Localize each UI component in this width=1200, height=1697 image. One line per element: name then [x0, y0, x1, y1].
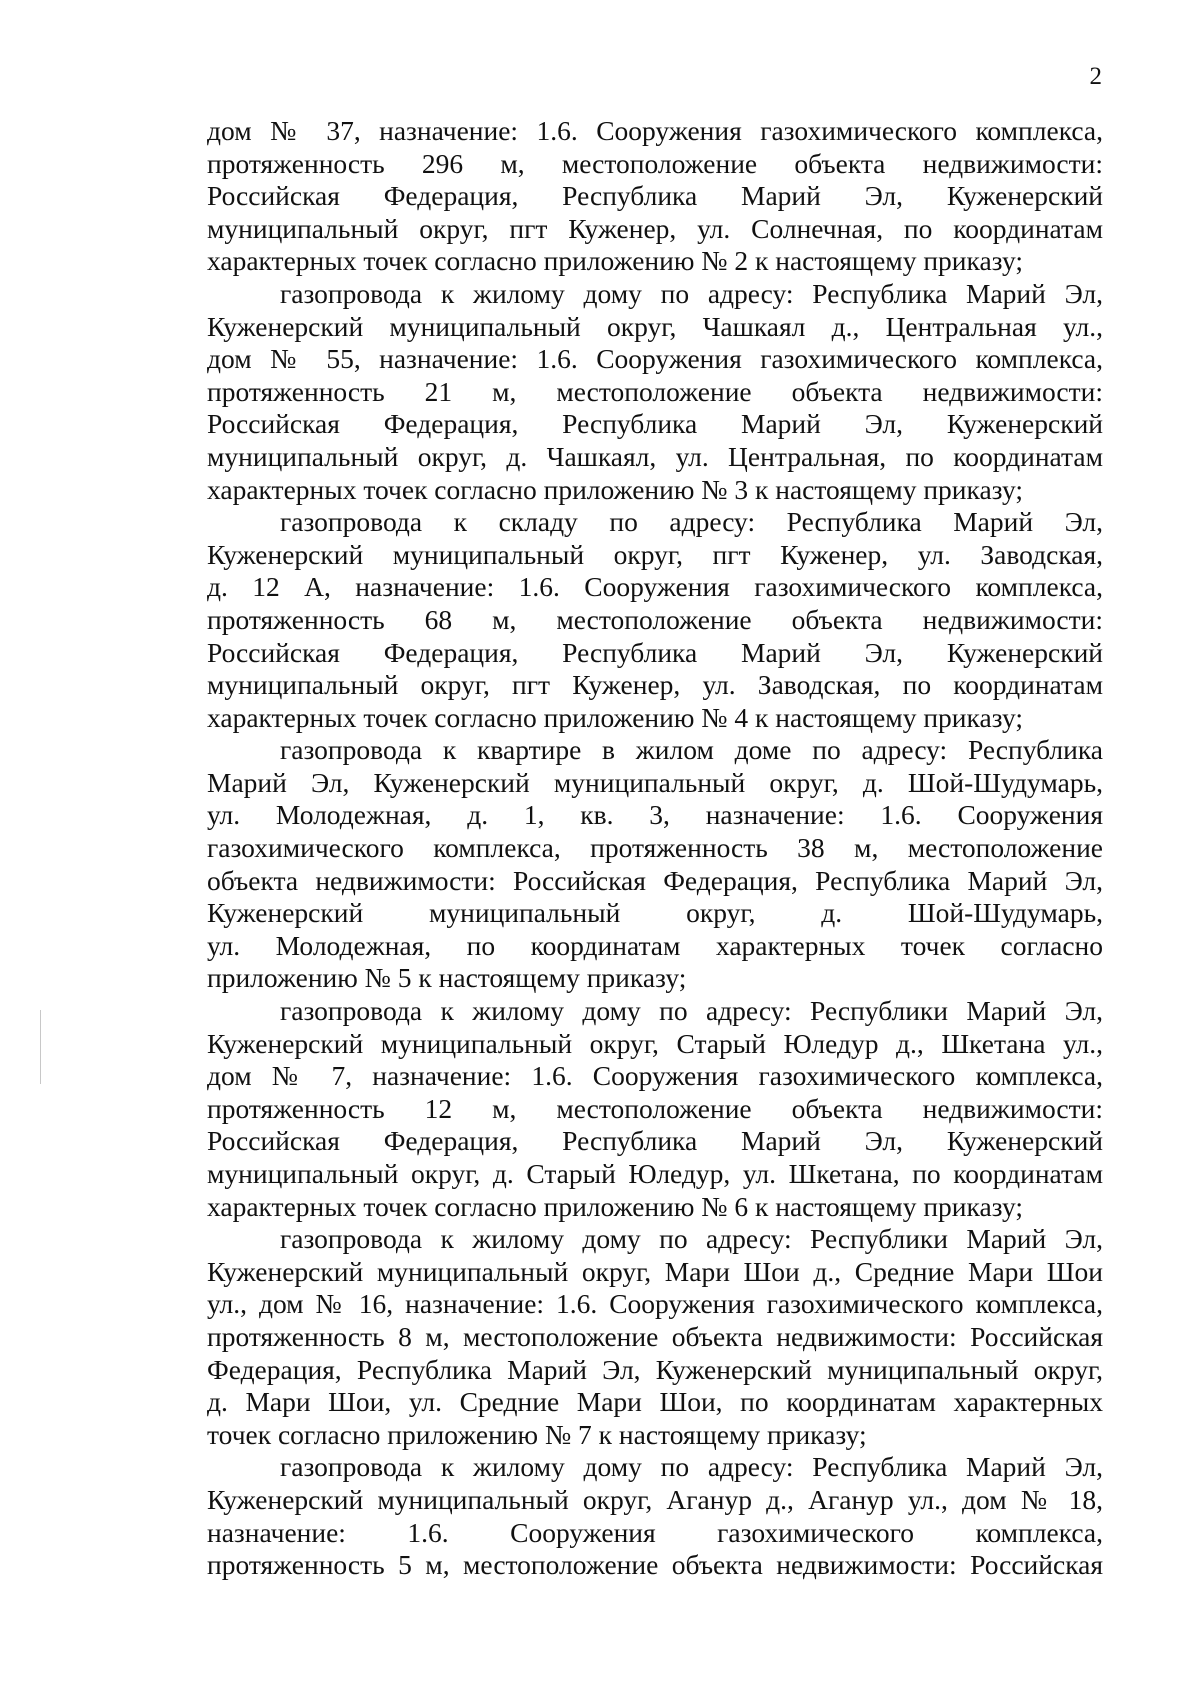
paragraph	[207, 115, 1103, 278]
text-line: газопровода к квартире в жилом доме по адресу: Республика	[280, 734, 1103, 766]
text-line: характерных точек согласно приложению № 3 к настоящему приказу;	[207, 473, 1023, 505]
text-line: Российская Федерация, Республика Марий Эл, Куженерский	[207, 408, 1103, 440]
text-line: назначение: 1.6. Сооружения газохимического комплекса,	[207, 1516, 1103, 1548]
text-line: протяженность 296 м, местоположение объекта недвижимости:	[207, 147, 1103, 179]
text-line: Куженерский муниципальный округ, Чашкаял д., Центральная ул.,	[207, 310, 1103, 342]
text-line: характерных точек согласно приложению № 4 к настоящему приказу;	[207, 701, 1023, 733]
text-line: Марий Эл, Куженерский муниципальный округ, д. Шой-Шудумарь,	[207, 766, 1103, 798]
text-line: газопровода к складу по адресу: Республика Марий Эл,	[280, 506, 1103, 538]
text-line: Куженерский муниципальный округ, пгт Куженер, ул. Заводская,	[207, 538, 1103, 570]
text-line: Куженерский муниципальный округ, Мари Шои д., Средние Мари Шои	[207, 1255, 1103, 1287]
paragraph	[207, 995, 1103, 1223]
text-line: приложению № 5 к настоящему приказу;	[207, 962, 687, 994]
text-line: дом № 7, назначение: 1.6. Сооружения газохимического комплекса,	[207, 1060, 1103, 1092]
text-line: газопровода к жилому дому по адресу: Республика Марий Эл,	[280, 277, 1103, 309]
text-line: протяженность 5 м, местоположение объекта недвижимости: Российская	[207, 1549, 1103, 1581]
paragraph	[207, 1451, 1103, 1581]
text-line: Федерация, Республика Марий Эл, Куженерский муниципальный округ,	[207, 1353, 1103, 1385]
text-line: Российская Федерация, Республика Марий Эл, Куженерский	[207, 636, 1103, 668]
text-line: д. Мари Шои, ул. Средние Мари Шои, по координатам характерных	[207, 1386, 1103, 1418]
paragraph	[207, 278, 1103, 506]
text-line: газопровода к жилому дому по адресу: Республики Марий Эл,	[280, 1223, 1103, 1255]
text-line: объекта недвижимости: Российская Федерация, Республика Марий Эл,	[207, 864, 1103, 896]
text-line: газопровода к жилому дому по адресу: Республики Марий Эл,	[280, 995, 1103, 1027]
document-body	[207, 115, 1103, 1582]
text-line: ул., дом № 16, назначение: 1.6. Сооружения газохимического комплекса,	[207, 1288, 1103, 1320]
text-line: протяженность 68 м, местоположение объекта недвижимости:	[207, 603, 1103, 635]
paragraph	[207, 506, 1103, 734]
text-line: газопровода к жилому дому по адресу: Республика Марий Эл,	[280, 1451, 1103, 1483]
text-line: дом № 55, назначение: 1.6. Сооружения газохимического комплекса,	[207, 343, 1103, 375]
text-line: протяженность 8 м, местоположение объекта недвижимости: Российская	[207, 1320, 1103, 1352]
text-line: ул. Молодежная, д. 1, кв. 3, назначение: 1.6. Сооружения	[207, 799, 1103, 831]
text-line: протяженность 21 м, местоположение объекта недвижимости:	[207, 375, 1103, 407]
scan-margin-mark	[40, 1010, 41, 1084]
text-line: муниципальный округ, д. Чашкаял, ул. Центральная, по координатам	[207, 440, 1103, 472]
text-line: Куженерский муниципальный округ, Аганур д., Аганур ул., дом № 18,	[207, 1483, 1103, 1515]
text-line: муниципальный округ, пгт Куженер, ул. Заводская, по координатам	[207, 669, 1103, 701]
text-line: характерных точек согласно приложению № 2 к настоящему приказу;	[207, 245, 1023, 277]
text-line: Российская Федерация, Республика Марий Эл, Куженерский	[207, 180, 1103, 212]
text-line: Куженерский муниципальный округ, Старый Юледур д., Шкетана ул.,	[207, 1027, 1103, 1059]
text-line: д. 12 А, назначение: 1.6. Сооружения газохимического комплекса,	[207, 571, 1103, 603]
text-line: протяженность 12 м, местоположение объекта недвижимости:	[207, 1092, 1103, 1124]
text-line: газохимического комплекса, протяженность 38 м, местоположение	[207, 832, 1103, 864]
text-line: муниципальный округ, пгт Куженер, ул. Солнечная, по координатам	[207, 212, 1103, 244]
page-number: 2	[1089, 63, 1102, 90]
paragraph	[207, 734, 1103, 995]
paragraph	[207, 1223, 1103, 1451]
text-line: ул. Молодежная, по координатам характерных точек согласно	[207, 929, 1103, 961]
text-line: точек согласно приложению № 7 к настоящему приказу;	[207, 1418, 867, 1450]
text-line: муниципальный округ, д. Старый Юледур, ул. Шкетана, по координатам	[207, 1158, 1103, 1189]
text-line: Российская Федерация, Республика Марий Эл, Куженерский	[207, 1125, 1103, 1157]
text-line: Куженерский муниципальный округ, д. Шой-Шудумарь,	[207, 897, 1103, 929]
text-line: характерных точек согласно приложению № 6 к настоящему приказу;	[207, 1190, 1023, 1222]
text-line: дом № 37, назначение: 1.6. Сооружения газохимического комплекса,	[207, 115, 1103, 146]
